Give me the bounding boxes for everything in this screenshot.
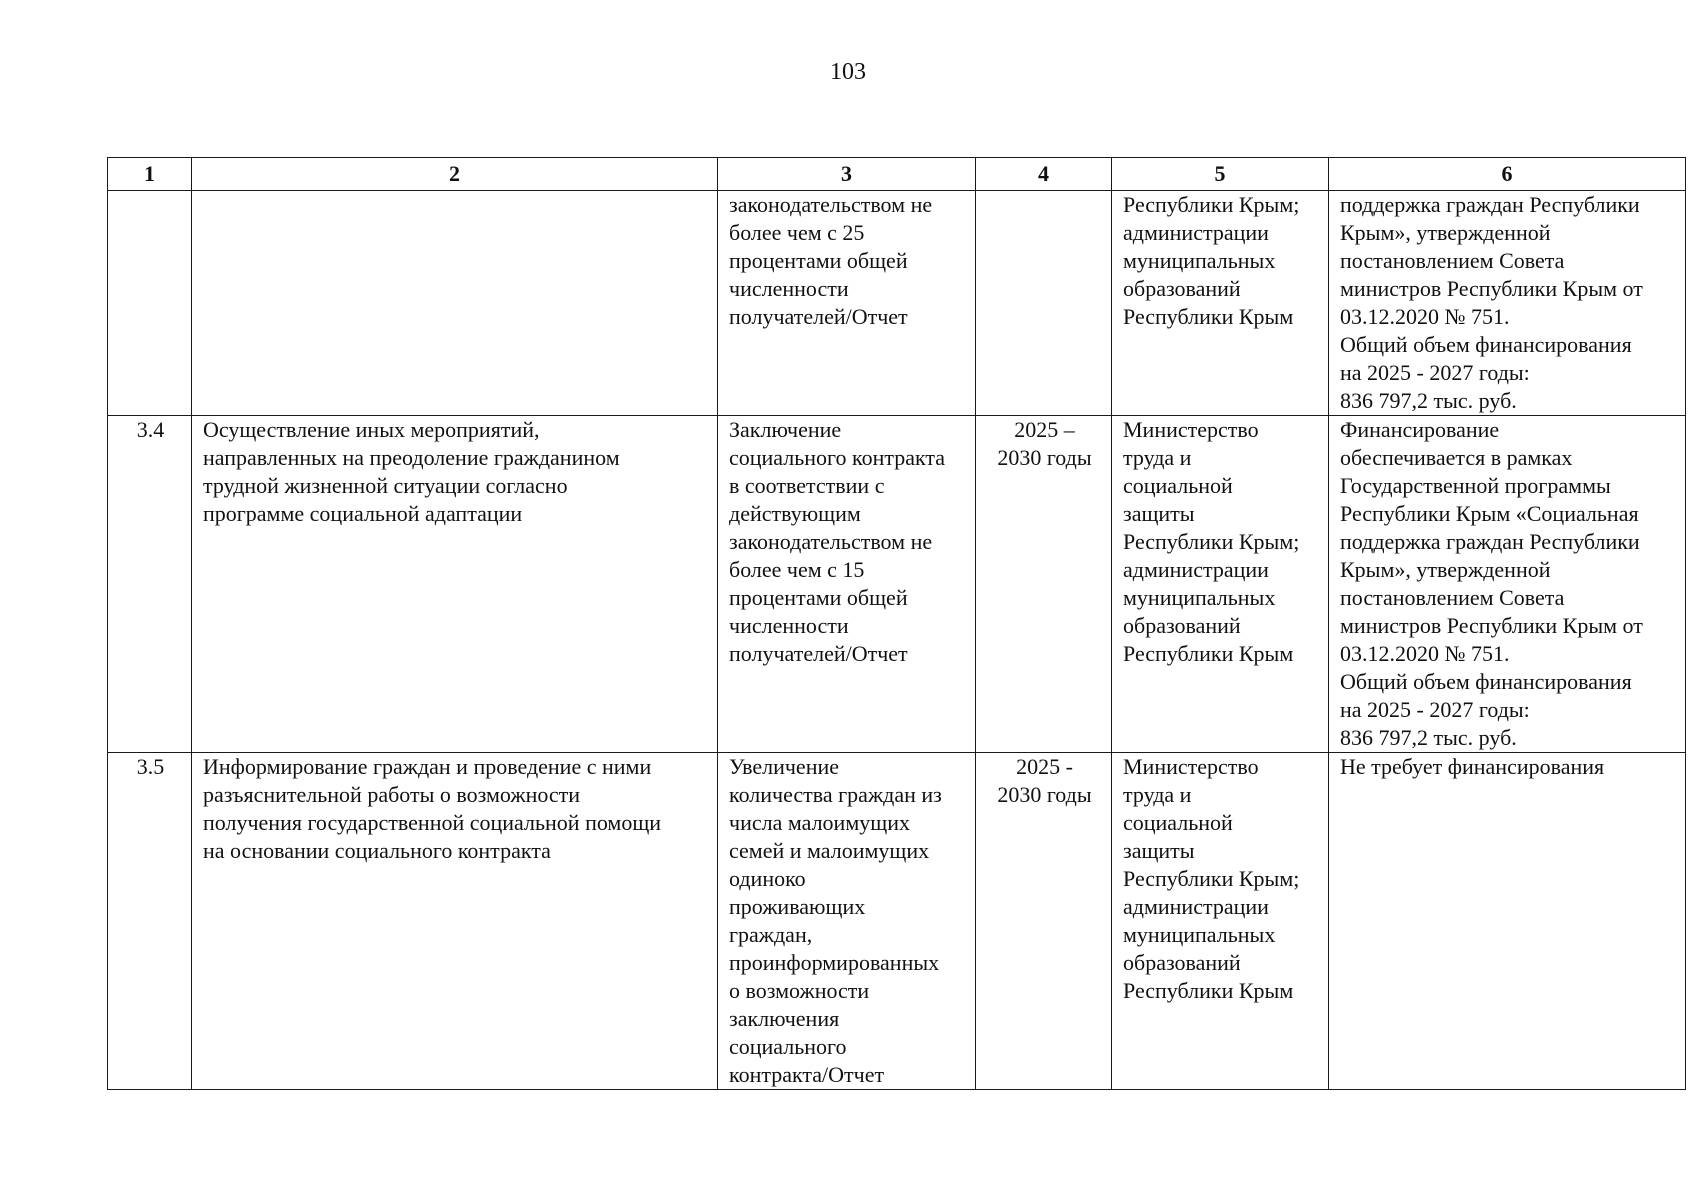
table-row-continuation xyxy=(108,191,1686,416)
cell-financing xyxy=(1329,753,1686,1090)
cell-period-text: 2025 - 2030 годы xyxy=(997,754,1092,807)
cell-number xyxy=(108,191,192,416)
cell-result xyxy=(718,191,976,416)
cell-executor xyxy=(1112,753,1329,1090)
cell-financing-text: Финансирование обеспечивается в рамках Государственной программы Республики Крым «Социальная поддержка граждан Республики Крым», утвержденной постановлением Совета министров Республики Крым от 03.12.2020 № 751. Общий объем финансирования на 2025 - 2027 годы: 836 797,2 тыс. руб. xyxy=(1340,417,1643,750)
column-header-6: 6 xyxy=(1329,158,1686,191)
cell-result xyxy=(718,753,976,1090)
cell-result-text: Увеличение количества граждан из числа малоимущих семей и малоимущих одиноко проживающих граждан, проинформированных о возможности заключения социального контракта/Отчет xyxy=(729,754,942,1087)
cell-result-text: Заключение социального контракта в соответствии с действующим законодательством не более чем с 15 процентами общей численности получателей/Отчет xyxy=(729,417,946,666)
cell-measure xyxy=(192,191,718,416)
cell-financing xyxy=(1329,191,1686,416)
cell-number-text: 3.4 xyxy=(136,417,165,442)
cell-financing-text: Не требует финансирования xyxy=(1340,754,1605,779)
column-header-3: 3 xyxy=(718,158,976,191)
table-row-3-4 xyxy=(108,416,1686,753)
column-header-4: 4 xyxy=(976,158,1112,191)
cell-measure-text: Осуществление иных мероприятий, направленных на преодоление гражданином трудной жизненной ситуации согласно программе социальной адаптации xyxy=(203,417,620,526)
column-header-2: 2 xyxy=(192,158,718,191)
column-header-5: 5 xyxy=(1112,158,1329,191)
cell-period-text: 2025 – 2030 годы xyxy=(997,417,1092,470)
cell-executor-text: Министерство труда и социальной защиты Республики Крым; администрации муниципальных образований Республики Крым xyxy=(1123,417,1300,666)
cell-executor xyxy=(1112,416,1329,753)
cell-measure-text: Информирование граждан и проведение с ними разъяснительной работы о возможности получения государственной социальной помощи на основании социального контракта xyxy=(203,754,662,863)
header-row xyxy=(108,158,1686,191)
page-number: 103 xyxy=(830,59,866,85)
cell-measure xyxy=(192,416,718,753)
column-header-1: 1 xyxy=(108,158,192,191)
cell-measure xyxy=(192,753,718,1090)
cell-result-text: законодательством не более чем с 25 процентами общей численности получателей/Отчет xyxy=(729,192,933,329)
cell-executor-text: Республики Крым; администрации муниципальных образований Республики Крым xyxy=(1123,192,1300,329)
cell-financing xyxy=(1329,416,1686,753)
cell-number xyxy=(108,416,192,753)
cell-executor-text: Министерство труда и социальной защиты Республики Крым; администрации муниципальных образований Республики Крым xyxy=(1123,754,1300,1003)
measures-table xyxy=(107,157,1686,1090)
cell-number xyxy=(108,753,192,1090)
cell-result xyxy=(718,416,976,753)
cell-period xyxy=(976,753,1112,1090)
cell-executor xyxy=(1112,191,1329,416)
cell-financing-text: поддержка граждан Республики Крым», утвержденной постановлением Совета министров Республики Крым от 03.12.2020 № 751. Общий объем финансирования на 2025 - 2027 годы: 836 797,2 тыс. руб. xyxy=(1340,192,1643,413)
cell-number-text: 3.5 xyxy=(136,754,165,779)
cell-period xyxy=(976,191,1112,416)
cell-period xyxy=(976,416,1112,753)
table-row-3-5 xyxy=(108,753,1686,1090)
